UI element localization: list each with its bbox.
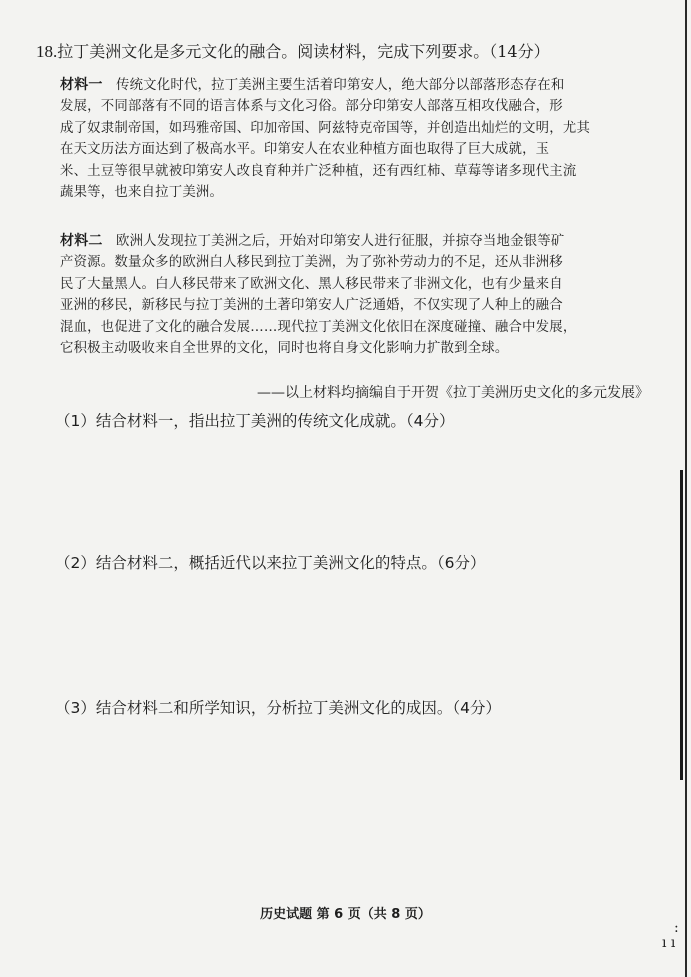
material-two-text: 欧洲人发现拉丁美洲之后，开始对印第安人进行征服，并掠夺当地金银等矿 — [115, 234, 565, 249]
material-one-line — [60, 75, 660, 96]
material-two-line: 民了大量黑人。白人移民带来了欧洲文化、黑人移民带来了非洲文化，也有少量来自 — [60, 276, 563, 292]
sub-question-1: （1）结合材料一，指出拉丁美洲的传统文化成就。（4分） — [55, 412, 455, 430]
sub-question-2: （2）结合材料二，概括近代以来拉丁美洲文化的特点。（6分） — [55, 554, 486, 572]
material-source: ——以上材料均摘编自于开贺《拉丁美洲历史文化的多元发展》 — [257, 385, 649, 401]
material-two-label: 材料二 — [60, 233, 103, 249]
material-two — [60, 231, 660, 359]
material-one-label: 材料一 — [60, 77, 103, 93]
scan-mark: ı ı — [662, 935, 676, 951]
material-one-line: 在天文历法方面达到了极高水平。印第安人在农业种植方面也取得了巨大成就，玉 — [60, 142, 550, 158]
material-one-line: 发展，不同部落有不同的语言体系与文化习俗。部分印第安人部落互相攻伐融合，形 — [60, 99, 563, 115]
material-two-line — [60, 231, 660, 252]
scan-edge-line — [685, 0, 687, 977]
question-number: 18. — [36, 42, 58, 61]
question-text: 拉丁美洲文化是多元文化的融合。阅读材料，完成下列要求。（14分） — [57, 42, 550, 61]
material-one-line: 成了奴隶制帝国，如玛雅帝国、印加帝国、阿兹特克帝国等，并创造出灿烂的文明，尤其 — [60, 120, 591, 136]
scan-edge-shadow — [680, 470, 683, 780]
material-one-line: 米、土豆等很早就被印第安人改良育种并广泛种植，还有西红柿、草莓等诸多现代主流 — [60, 163, 577, 179]
material-one-line: 蔬果等，也来自拉丁美洲。 — [60, 185, 224, 201]
page-footer: 历史试题 第 6 页（共 8 页） — [260, 907, 431, 922]
material-two-line: 亚洲的移民，新移民与拉丁美洲的土著印第安人广泛通婚，不仅实现了人种上的融合 — [60, 298, 563, 314]
scan-mark: : — [674, 920, 679, 936]
material-two-line: 混血，也促进了文化的融合发展……现代拉丁美洲文化依旧在深度碰撞、融合中发展， — [60, 319, 577, 335]
question-header — [36, 40, 656, 64]
material-two-line: 产资源。数量众多的欧洲白人移民到拉丁美洲，为了弥补劳动力的不足，还从非洲移 — [60, 255, 563, 271]
material-one-text: 传统文化时代，拉丁美洲主要生活着印第安人，绝大部分以部落形态存在和 — [115, 78, 565, 93]
sub-question-3: （3）结合材料二和所学知识，分析拉丁美洲文化的成因。（4分） — [55, 699, 501, 717]
material-one — [60, 75, 660, 203]
material-two-line: 它积极主动吸收来自全世界的文化，同时也将自身文化影响力扩散到全球。 — [60, 341, 509, 357]
